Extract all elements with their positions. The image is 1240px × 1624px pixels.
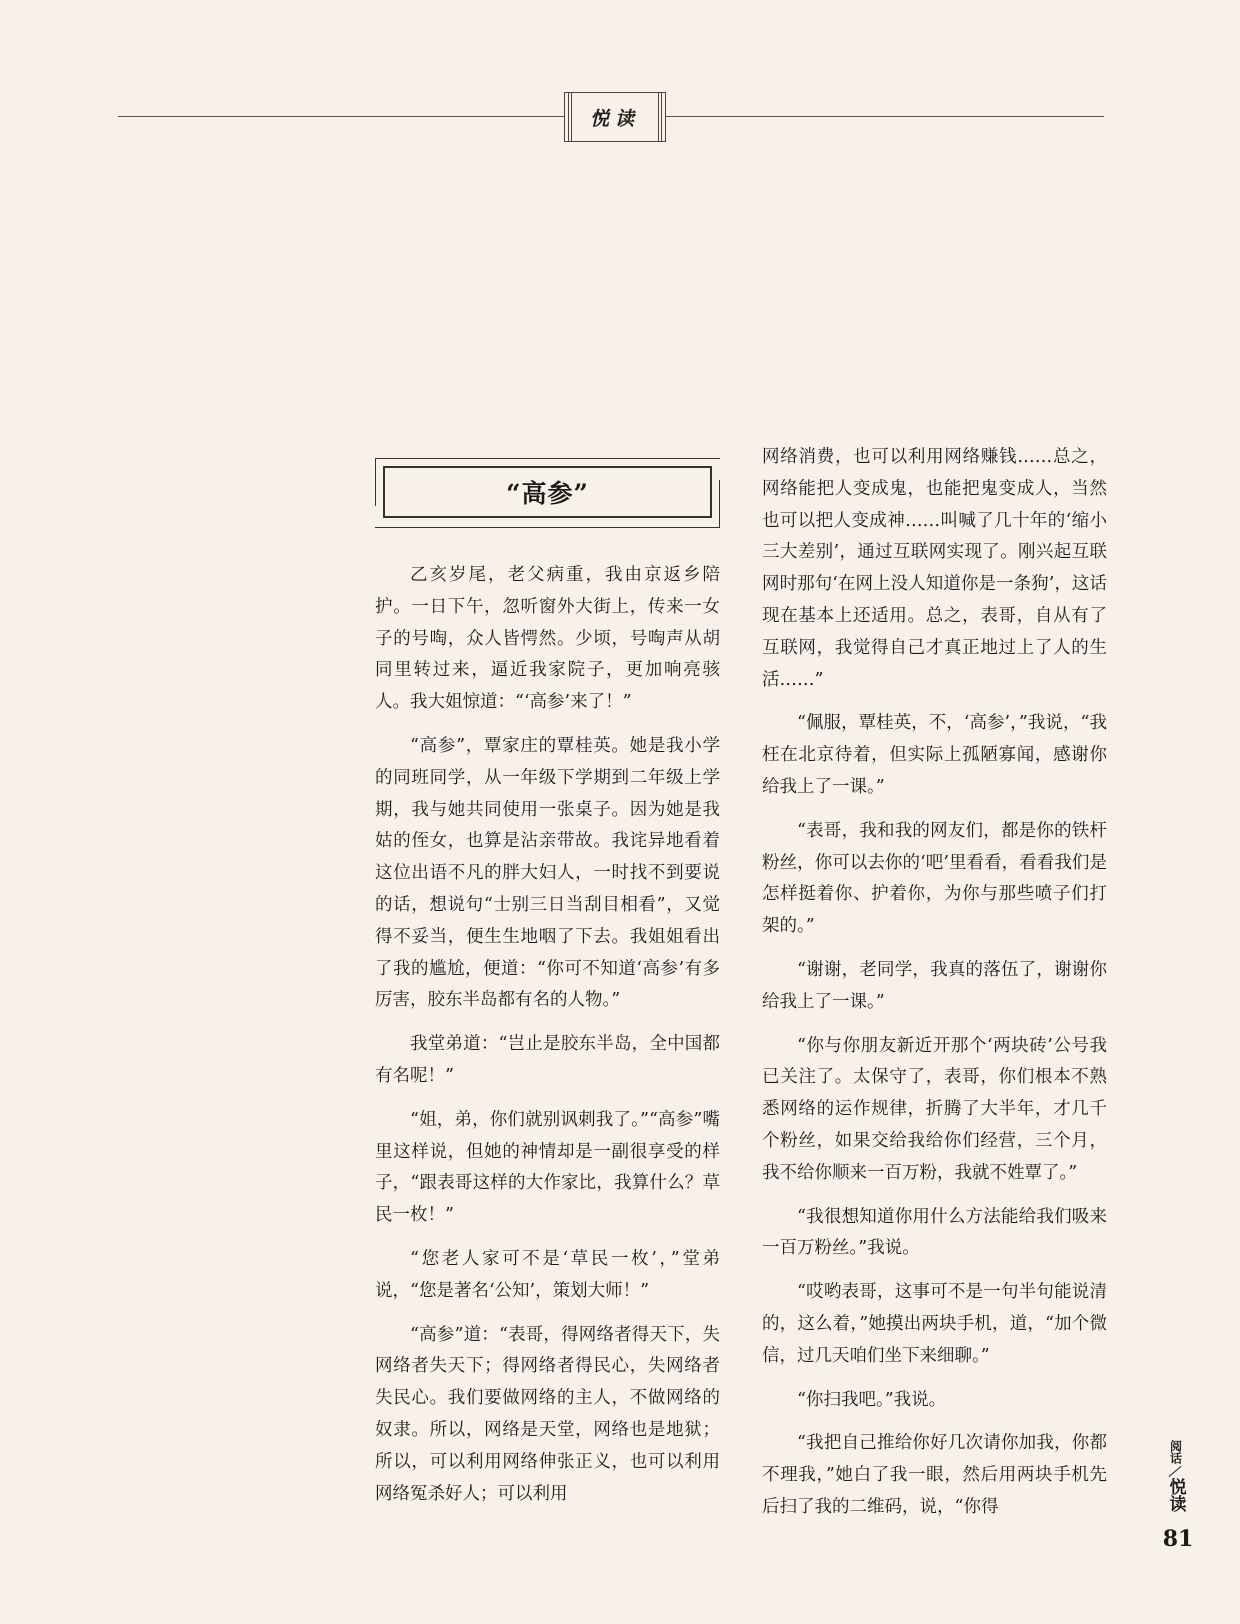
paragraph: “我很想知道你用什么方法能给我们吸来一百万粉丝。”我说。 <box>762 1206 1107 1259</box>
header-rule-left <box>118 116 564 117</box>
paragraph: “你扫我吧。”我说。 <box>797 1389 947 1410</box>
magazine-name-small: 阅话 <box>1168 1440 1183 1464</box>
frame-line <box>375 527 720 528</box>
paragraph: 乙亥岁尾，老父病重，我由京返乡陪护。一日下午，忽听窗外大街上，传来一女子的号啕，众人皆愕然。少顷，号啕声从胡同里转过来，逼近我家院子，更加响亮骇人。我大姐惊道：“‘高参’来了！” <box>375 565 720 713</box>
magazine-side-label <box>1163 1440 1187 1512</box>
paragraph: “您老人家可不是‘草民一枚’，”堂弟说，“您是著名‘公知’，策划大师！” <box>375 1248 720 1301</box>
paragraph: “高参”道：“表哥，得网络者得天下，失网络者失天下；得网络者得民心，失网络者失民心。我们要做网络的主人，不做网络的奴隶。所以，网络是天堂，网络也是地狱；所以，可以利用网络伸张正义，也可以利用网络冤杀好人；可以利用 <box>375 1324 720 1504</box>
frame-line <box>375 458 376 506</box>
slash-divider <box>1165 1465 1185 1477</box>
header-rule-right <box>666 116 1104 117</box>
page-number: 81 <box>1162 1526 1194 1552</box>
section-badge <box>564 92 666 142</box>
paragraph: “谢谢，老同学，我真的落伍了，谢谢你给我上了一课。” <box>762 959 1107 1012</box>
article-title: “高参” <box>506 479 589 508</box>
paragraph: “我把自己推给你好几次请你加我，你都不理我，”她白了我一眼，然后用两块手机先后扫了我的二维码，说，“你得 <box>762 1433 1107 1517</box>
paragraph: “佩服，覃桂英，不，‘高参’，”我说，“我枉在北京待着，但实际上孤陋寡闻，感谢你给我上了一课。” <box>762 713 1107 797</box>
article-column-left <box>375 560 720 1522</box>
article-column-right <box>762 442 1107 1536</box>
magazine-name-big: 悦读 <box>1165 1478 1186 1512</box>
badge-ornament <box>568 93 569 141</box>
badge-ornament <box>661 93 662 141</box>
paragraph: “表哥，我和我的网友们，都是你的铁杆粉丝，你可以去你的‘吧’里看看，看看我们是怎样挺着你、护着你，为你与那些喷子们打架的。” <box>762 820 1107 937</box>
paragraph: “你与你朋友新近开那个‘两块砖’公号我已关注了。太保守了，表哥，你们根本不熟悉网络的运作规律，折腾了大半年，才几千个粉丝，如果交给我给你们经营，三个月，我不给你顺来一百万粉，我就不姓覃了。” <box>762 1035 1107 1183</box>
section-label: 悦读 <box>589 107 640 130</box>
article-title-frame <box>375 458 720 528</box>
frame-line <box>375 458 720 459</box>
paragraph: “高参”，覃家庄的覃桂英。她是我小学的同班同学，从一年级下学期到二年级上学期，我与她共同使用一张桌子。因为她是我姑的侄女，也算是沾亲带故。我诧异地看着这位出语不凡的胖大妇人，一时找不到要说的话，想说句“士别三日当刮目相看”，又觉得不妥当，便生生地咽了下去。我姐姐看出了我的尴尬，便道：“你可不知道‘高参’有多厉害，胶东半岛都有名的人物。” <box>375 735 720 1011</box>
paragraph-continuation: 网络消费，也可以利用网络赚钱……总之，网络能把人变成鬼，也能把鬼变成人，当然也可以把人变成神……叫喊了几十年的‘缩小三大差别’，通过互联网实现了。刚兴起互联网时那句‘在网上没人知道你是一条狗’，这话现在基本上还适用。总之，表哥，自从有了互联网，我觉得自己才真正地过上了人的生活……” <box>762 447 1107 690</box>
paragraph: “姐，弟，你们就别讽刺我了。”“高参”嘴里这样说，但她的神情却是一副很享受的样子，“跟表哥这样的大作家比，我算什么？草民一枚！” <box>375 1109 720 1226</box>
frame-line <box>719 480 720 528</box>
paragraph: “哎哟表哥，这事可不是一句半句能说清的，这么着，”她摸出两块手机，道，“加个微信，过几天咱们坐下来细聊。” <box>762 1282 1107 1366</box>
paragraph: 我堂弟道：“岂止是胶东半岛，全中国都有名呢！” <box>375 1034 720 1086</box>
